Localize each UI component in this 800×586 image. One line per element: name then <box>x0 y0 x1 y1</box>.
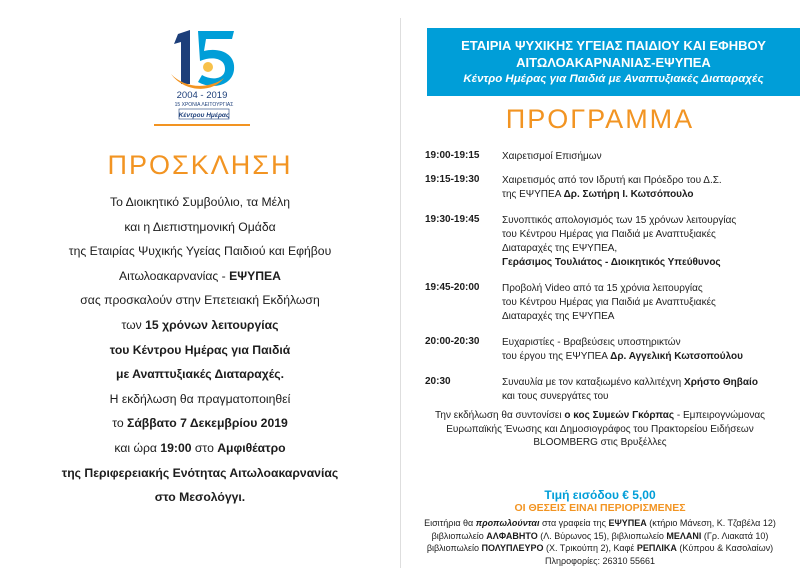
ticket-price: Τιμή εισόδου € 5,00 <box>544 488 656 502</box>
schedule-item <box>425 282 795 324</box>
schedule-desc: Ευχαριστίες - Βραβεύσεις υποστηρικτών του έργου της ΕΨΥΠΕΑ Δρ. Αγγελική Κωτσοπούλου <box>502 337 743 362</box>
invitation-line: και η Διεπιστημονική Ομάδα <box>124 219 276 234</box>
coordinator-note: Την εκδήλωση θα συντονίσει ο κος Συμεών Γκόρπας - Εμπειρογνώμονας Ευρωπαϊκής Ένωσης και Δημοσιογράφος του Πρακτορείου Ειδήσεων BLOOMBERG στις Βρυξέλλες <box>435 410 765 448</box>
schedule-time: 19:00-19:15 <box>425 150 480 161</box>
invitation-line: των 15 χρόνων λειτουργίας <box>121 317 279 332</box>
program-schedule <box>425 150 795 404</box>
invitation-line: του Κέντρου Ημέρας για Παιδιά <box>109 342 291 357</box>
schedule-item <box>425 336 795 364</box>
schedule-desc: Χαιρετισμός από τον Ιδρυτή και Πρόεδρο του Δ.Σ. της ΕΨΥΠΕΑ Δρ. Σωτήρη Ι. Κωτσόπουλο <box>502 175 722 200</box>
logo-years: 2004 - 2019 <box>176 90 228 101</box>
schedule-desc: Χαιρετισμοί Επισήμων <box>502 151 602 162</box>
schedule-time: 19:15-19:30 <box>425 174 480 185</box>
invitation-line: Το Διοικητικό Συμβούλιο, τα Μέλη <box>110 195 290 209</box>
schedule-item <box>425 376 795 404</box>
schedule-desc: Προβολή Video από τα 15 χρόνια λειτουργίας του Κέντρου Ημέρας για Παιδιά με Αναπτυξιακές Διαταραχές της ΕΨΥΠΕΑ <box>502 283 716 322</box>
logo-caption: 15 ΧΡΟΝΙΑ ΛΕΙΤΟΥΡΓΙΑΣ <box>174 102 234 108</box>
invitation-line: στο Μεσολόγγι. <box>154 490 246 505</box>
invitation-title: ΠΡΟΣΚΛΗΣΗ <box>107 150 293 180</box>
invitation-line: Αιτωλοακαρνανίας - ΕΨΥΠΕΑ <box>119 268 281 283</box>
banner-line-2: ΑΙΤΩΛΟΑΚΑΡΝΑΝΙΑΣ-ΕΨΥΠΕΑ <box>516 55 711 70</box>
schedule-desc: Συνοπτικός απολογισμός των 15 χρόνων λειτουργίας του Κέντρου Ημέρας για Παιδιά με Αναπτυξιακές Διαταραχές της ΕΨΥΠΕΑ, Γεράσιμος Τουλιάτος - Διοικητικός Υπεύθυνος <box>502 215 737 268</box>
schedule-time: 20:30 <box>425 376 451 387</box>
invitation-line: με Αναπτυξιακές Διαταραχές. <box>115 367 285 382</box>
logo-center: Κέντρου Ημέρας <box>178 112 230 119</box>
invitation-line: σας προσκαλούν στην Επετειακή Εκδήλωση <box>80 293 320 308</box>
schedule-item <box>425 214 795 270</box>
organization-banner <box>427 28 800 96</box>
schedule-desc: Συναυλία με τον καταξιωμένο καλλιτέχνη Χρήστο Θηβαίο και τους συνεργάτες του <box>502 377 758 402</box>
event-date: το Σάββατο 7 Δεκεμβρίου 2019 <box>112 416 288 431</box>
limited-seats-notice: ΟΙ ΘΕΣΕΙΣ ΕΙΝΑΙ ΠΕΡΙΟΡΙΣΜΕΝΕΣ <box>514 502 686 514</box>
anniversary-logo <box>168 28 240 120</box>
schedule-item <box>425 150 795 164</box>
ticket-sales-info: Εισιτήρια θα προπωλούνται στα γραφεία της ΕΨΥΠΕΑ (κτήριο Μάνεση, Κ. Τζαβέλα 12) βιβλιοπωλείο ΑΛΦΑΒΗΤΟ (Λ. Βύρωνος 15), βιβλιοπωλείο ΜΕΛΑΝΙ (Γρ. Λιακατά 10) βιβλιοπωλείο ΠΟΛΥΠΛΕΥΡΟ (Χ. Τρικούπη 2), Καφέ ΡΕΠΛΙΚΑ (Κύπρου & Κασολαίων) Πληροφορίες: 26310 55661 <box>400 517 800 567</box>
anniversary-logo-icon <box>168 28 240 120</box>
schedule-item <box>425 174 795 202</box>
schedule-time: 19:45-20:00 <box>425 282 480 293</box>
banner-line-3: Κέντρο Ημέρας για Παιδιά με Αναπτυξιακές Διαταραχές <box>463 73 764 85</box>
invitation-text <box>0 190 400 510</box>
schedule-time: 19:30-19:45 <box>425 214 480 225</box>
logo-underline <box>154 124 250 126</box>
schedule-time: 20:00-20:30 <box>425 336 480 347</box>
column-divider <box>400 18 401 568</box>
event-time-venue: και ώρα 19:00 στο Αμφιθέατρο <box>114 440 286 455</box>
invitation-line: Η εκδήλωση θα πραγματοποιηθεί <box>109 391 291 406</box>
invitation-line: της Εταιρίας Ψυχικής Υγείας Παιδιού και Εφήβου <box>68 244 332 259</box>
banner-line-1: ΕΤΑΙΡΙΑ ΨΥΧΙΚΗΣ ΥΓΕΙΑΣ ΠΑΙΔΙΟΥ ΚΑΙ ΕΦΗΒΟΥ <box>461 38 766 53</box>
program-title: ΠΡΟΓΡΑΜΜΑ <box>505 104 695 134</box>
invitation-line: της Περιφερειακής Ενότητας Αιτωλοακαρνανίας <box>61 465 339 480</box>
info-phone: Πληροφορίες: 26310 55661 <box>545 555 655 566</box>
